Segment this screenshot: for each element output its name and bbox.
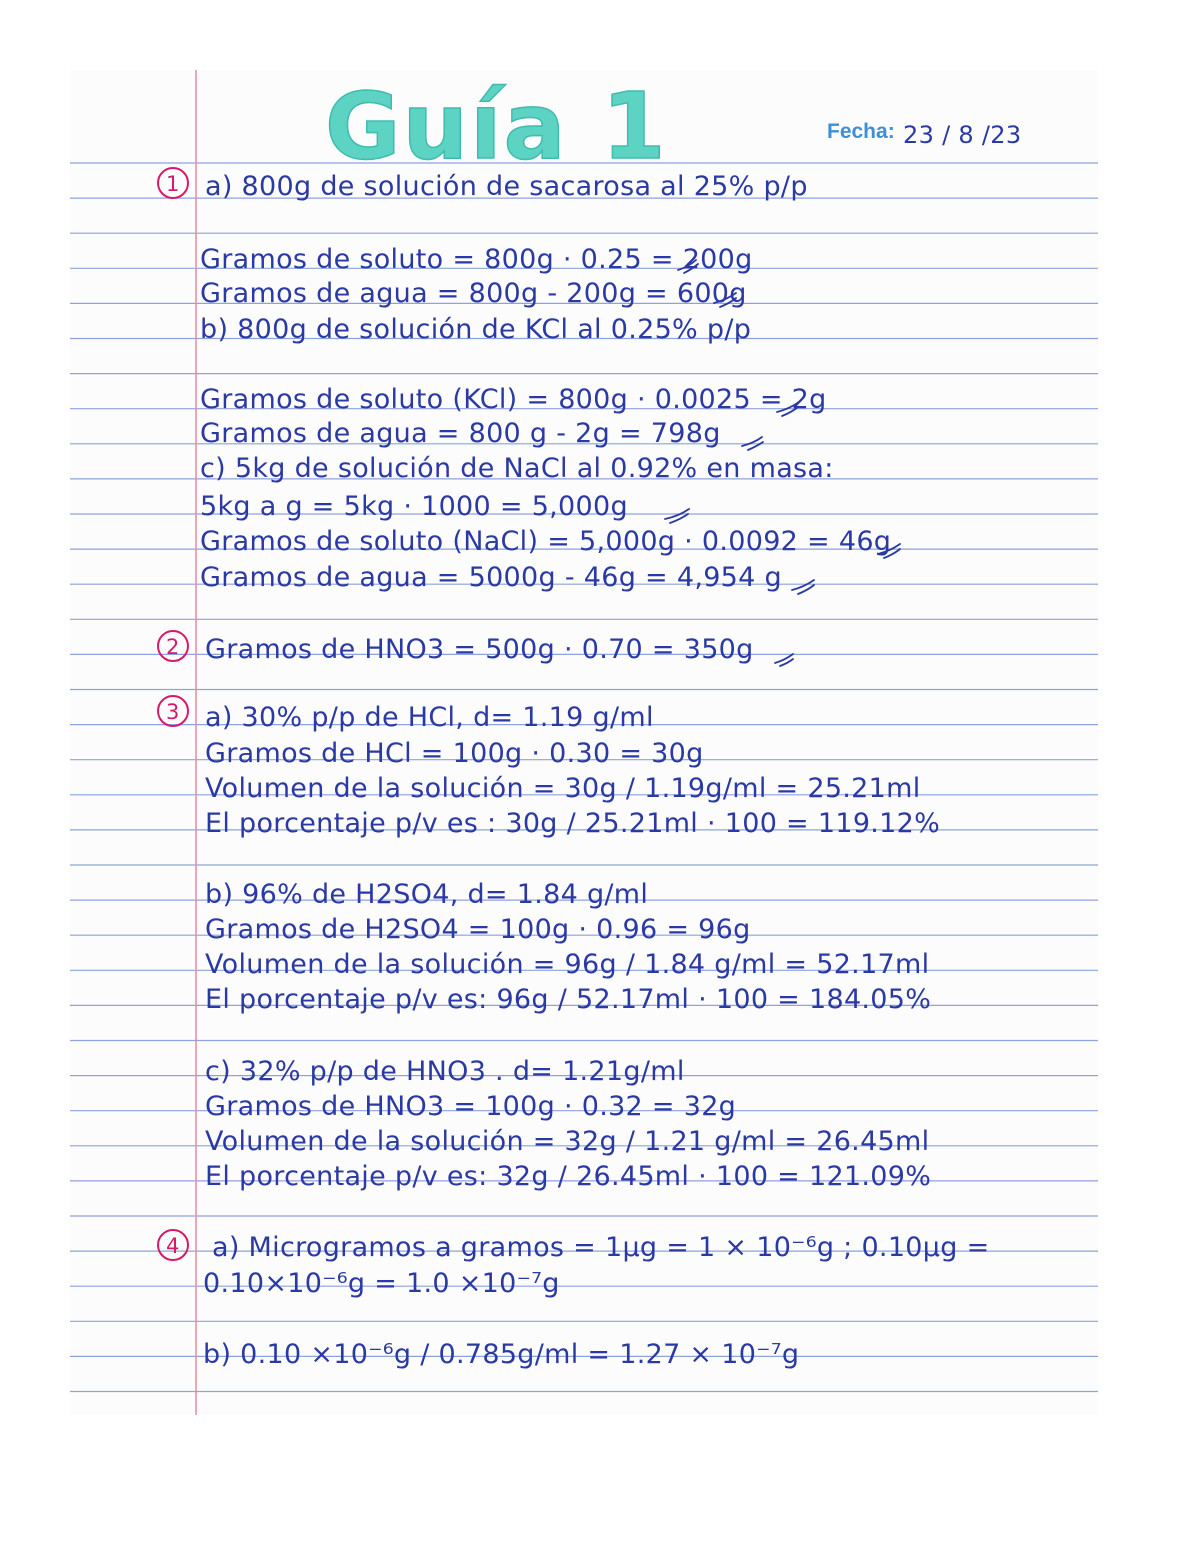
problem-3-line-12: El porcentaje p/v es: 32g / 26.45ml · 100 = 121.09% bbox=[205, 1161, 932, 1192]
problem-3-line-6: Gramos de H2SO4 = 100g · 0.96 = 96g bbox=[205, 914, 751, 945]
svg-text:1: 1 bbox=[166, 172, 180, 196]
problem-3-line-7: Volumen de la solución = 96g / 1.84 g/ml = 52.17ml bbox=[205, 949, 930, 980]
problem-3-line-8: El porcentaje p/v es: 96g / 52.17ml · 100 = 184.05% bbox=[205, 984, 932, 1015]
fecha-label: Fecha: bbox=[827, 120, 895, 143]
problem-3-line-5: b) 96% de H2SO4, d= 1.84 g/ml bbox=[205, 879, 649, 910]
problem-number-3 bbox=[158, 696, 188, 726]
problem-number-1 bbox=[158, 168, 188, 198]
problem-1-line-1: a) 800g de solución de sacarosa al 25% p/p bbox=[205, 171, 808, 202]
problem-3-line-1: a) 30% p/p de HCl, d= 1.19 g/ml bbox=[205, 702, 654, 733]
fecha-value: 23 / 8 /23 bbox=[903, 121, 1022, 149]
problem-3-line-11: Volumen de la solución = 32g / 1.21 g/ml = 26.45ml bbox=[205, 1126, 930, 1157]
svg-text:3: 3 bbox=[166, 700, 180, 724]
problem-3-line-9: c) 32% p/p de HNO3 . d= 1.21g/ml bbox=[205, 1056, 685, 1087]
problem-1-line-6: Gramos de agua = 800 g - 2g = 798g bbox=[200, 418, 721, 449]
problem-number-4 bbox=[158, 1230, 188, 1260]
problem-3-line-2: Gramos de HCl = 100g · 0.30 = 30g bbox=[205, 738, 704, 769]
problem-1-line-10: Gramos de agua = 5000g - 46g = 4,954 g bbox=[200, 562, 782, 593]
problem-4-line-2: 0.10×10⁻⁶g = 1.0 ×10⁻⁷g bbox=[203, 1268, 560, 1299]
problem-3-line-10: Gramos de HNO3 = 100g · 0.32 = 32g bbox=[205, 1091, 737, 1122]
handwritten-content bbox=[70, 70, 1098, 1415]
problem-1-line-4: b) 800g de solución de KCl al 0.25% p/p bbox=[200, 314, 752, 345]
problem-1-line-5: Gramos de soluto (KCl) = 800g · 0.0025 = 2g bbox=[200, 384, 827, 415]
page-title: Guía 1 bbox=[325, 73, 668, 180]
problem-1-line-7: c) 5kg de solución de NaCl al 0.92% en masa: bbox=[200, 453, 834, 484]
problem-1-line-9: Gramos de soluto (NaCl) = 5,000g · 0.0092 = 46g bbox=[200, 526, 892, 557]
problem-number-2 bbox=[158, 631, 188, 661]
problem-2-line-1: Gramos de HNO3 = 500g · 0.70 = 350g bbox=[205, 634, 754, 665]
problem-1-line-2: Gramos de soluto = 800g · 0.25 = 200g bbox=[200, 244, 753, 275]
svg-text:2: 2 bbox=[166, 635, 180, 659]
svg-text:4: 4 bbox=[166, 1234, 180, 1258]
problem-1-line-3: Gramos de agua = 800g - 200g = 600g bbox=[200, 278, 747, 309]
problem-4-line-3: b) 0.10 ×10⁻⁶g / 0.785g/ml = 1.27 × 10⁻⁷g bbox=[203, 1339, 800, 1370]
problem-3-line-3: Volumen de la solución = 30g / 1.19g/ml = 25.21ml bbox=[205, 773, 921, 804]
problem-3-line-4: El porcentaje p/v es : 30g / 25.21ml · 100 = 119.12% bbox=[205, 808, 941, 839]
problem-4-line-1: a) Microgramos a gramos = 1µg = 1 × 10⁻⁶g ; 0.10µg = bbox=[212, 1232, 990, 1263]
notebook-page bbox=[70, 70, 1098, 1415]
problem-1-line-8: 5kg a g = 5kg · 1000 = 5,000g bbox=[200, 491, 628, 522]
